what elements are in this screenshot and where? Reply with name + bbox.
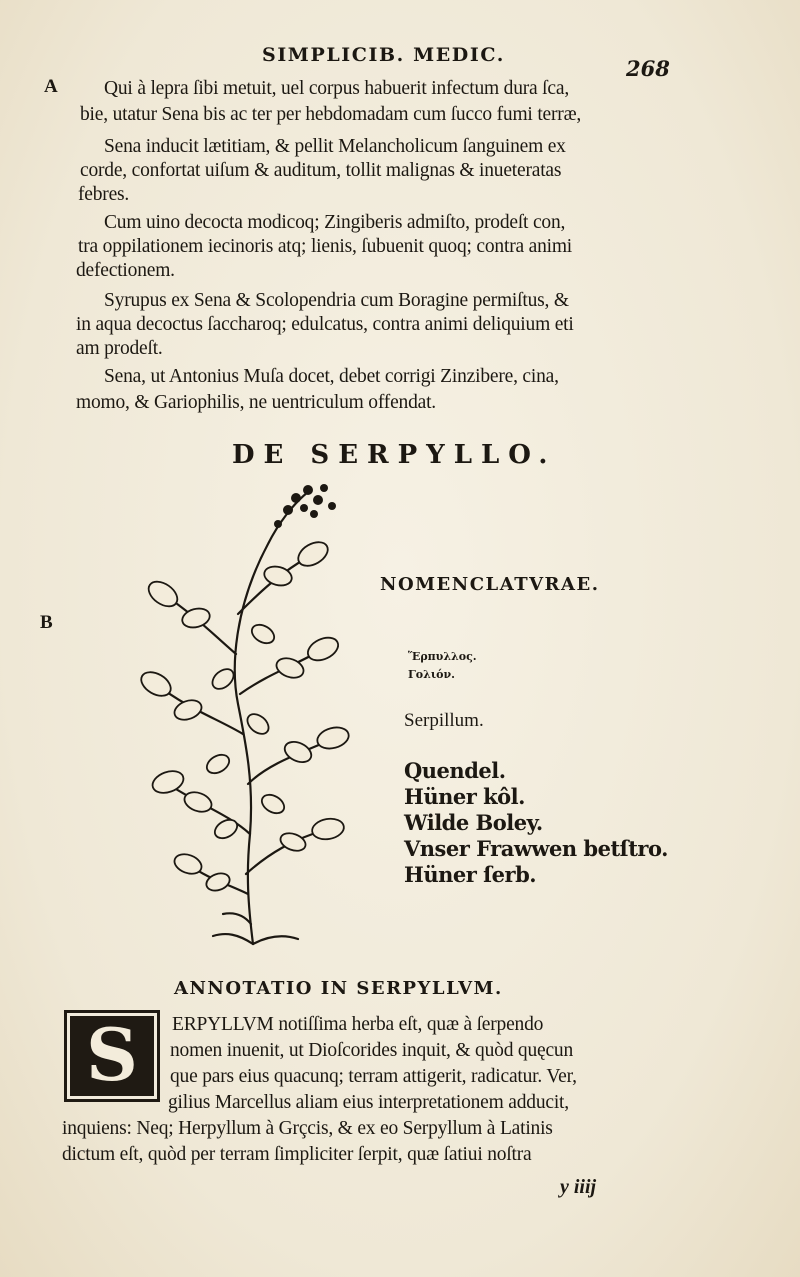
body-line: Cum uino decocta modicoq; Zingiberis admiſto, prodeſt con, xyxy=(104,212,566,233)
body-line: bie, utatur Sena bis ac ter per hebdomadam cum ſucco fumi terræ, xyxy=(80,104,582,125)
german-name: Wilde Boley. xyxy=(404,810,543,835)
body-line: febres. xyxy=(78,184,130,205)
german-name: Vnser Frawwen betſtro. xyxy=(404,836,668,861)
annotation-line: ERPYLLVM notiſſima herba eſt, quæ à ſerpendo xyxy=(172,1014,544,1035)
body-line: am prodeſt. xyxy=(76,338,163,359)
annotation-heading: ANNOTATIO IN SERPYLLVM. xyxy=(174,978,503,999)
german-name: Hüner ſerb. xyxy=(404,862,537,887)
body-line: Syrupus ex Sena & Scolopendria cum Boragine permiſtus, & xyxy=(104,290,569,311)
german-name: Hüner kôl. xyxy=(404,784,525,809)
running-head: SIMPLICIB. MEDIC. xyxy=(262,44,505,66)
body-line: Sena, ut Antonius Muſa docet, debet corrigi Zinzibere, cina, xyxy=(104,366,559,387)
body-line: tra oppilationem iecinoris atq; lienis, ſubuenit quoq; contra animi xyxy=(78,236,573,257)
latin-name: Serpillum. xyxy=(404,710,484,731)
annotation-line: que pars eius quacunq; terram attigerit, radicatur. Ver, xyxy=(170,1066,577,1087)
signature-mark: y iiij xyxy=(560,1176,597,1198)
body-line: Sena inducit lætitiam, & pellit Melancholicum ſanguinem ex xyxy=(104,136,566,157)
body-line: corde, confortat uiſum & auditum, tollit malignas & inueteratas xyxy=(80,160,562,181)
margin-letter-b: B xyxy=(40,612,53,633)
body-line: Qui à lepra ſibi metuit, uel corpus habuerit infectum dura ſca, xyxy=(104,78,569,99)
nomenclature-heading: NOMENCLATVRAE. xyxy=(380,574,600,595)
decorated-initial-letter: S xyxy=(86,1012,138,1097)
margin-letter-a: A xyxy=(44,76,58,97)
page-number: 268 xyxy=(626,56,670,81)
annotation-line: nomen inuenit, ut Dioſcorides inquit, & quòd quęcun xyxy=(170,1040,574,1061)
greek-name: Ἕρπυλλος. xyxy=(408,650,477,663)
annotation-line: dictum eſt, quòd per terram ſimpliciter ſerpit, quæ ſatiui noſtra xyxy=(62,1144,532,1165)
greek-name: Γολιόν. xyxy=(408,668,455,681)
serpyllum-woodcut-illustration xyxy=(118,484,368,954)
body-line: defectionem. xyxy=(76,260,175,281)
german-name: Quendel. xyxy=(404,758,506,783)
annotation-line: gilius Marcellus aliam eius interpretationem adducit, xyxy=(168,1092,569,1113)
decorated-initial xyxy=(64,1010,160,1102)
section-title: DE SERPYLLO. xyxy=(232,440,557,470)
body-line: in aqua decoctus ſaccharoq; edulcatus, contra animi deliquium eti xyxy=(76,314,574,335)
annotation-line: inquiens: Neq; Herpyllum à Grçcis, & ex eo Serpyllum à Latinis xyxy=(62,1118,553,1139)
body-line: momo, & Gariophilis, ne uentriculum offendat. xyxy=(76,392,436,413)
